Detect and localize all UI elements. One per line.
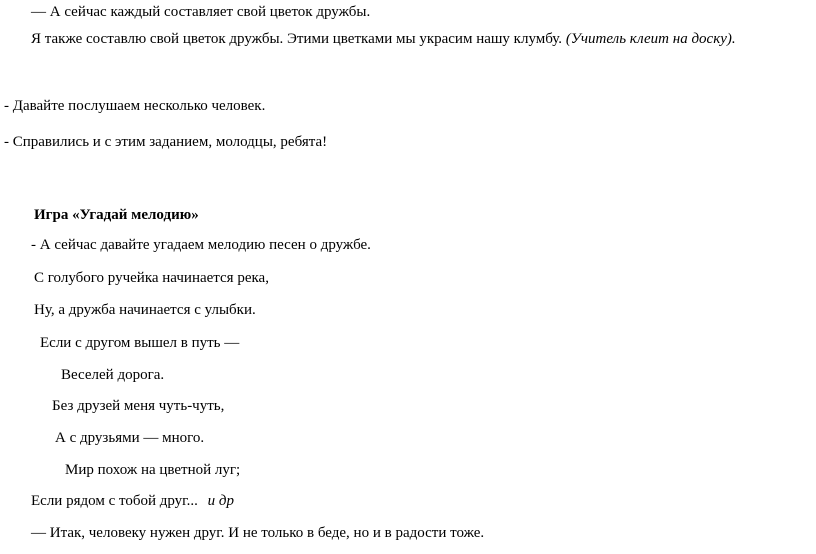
song-suffix: и др	[207, 493, 234, 509]
paragraph-line-3: - Давайте послушаем несколько человек.	[4, 98, 266, 114]
song-line: С голубого ручейка начинается река,	[34, 270, 269, 286]
song-line: Если с другом вышел в путь —	[40, 335, 240, 351]
song-line: Мир похож на цветной луг;	[65, 462, 241, 478]
song-line: Ну, а дружба начинается с улыбки.	[34, 302, 256, 318]
song-line-last	[31, 492, 234, 510]
paragraph-last-line: — Итак, человеку нужен друг. И не только в беде, но и в радости тоже.	[31, 525, 485, 541]
paragraph-line-6: - А сейчас давайте угадаем мелодию песен о дружбе.	[31, 237, 371, 253]
game-heading: Игра «Угадай мелодию»	[34, 207, 199, 223]
paragraph-line-2-text: Я также составлю свой цветок дружбы. Этими цветками мы украсим нашу клумбу.	[31, 31, 563, 47]
song-line-text: Если рядом с тобой друг...	[31, 493, 198, 509]
paragraph-line-2	[31, 30, 736, 48]
teacher-note: (Учитель клеит на доску).	[565, 31, 736, 47]
song-line: Веселей дорога.	[61, 367, 165, 383]
song-line: А с друзьями — много.	[55, 430, 205, 446]
song-line: Без друзей меня чуть-чуть,	[52, 398, 225, 414]
paragraph-line-4: - Справились и с этим заданием, молодцы, ребята!	[4, 134, 328, 150]
paragraph-line-1: — А сейчас каждый составляет свой цветок дружбы.	[31, 4, 371, 20]
